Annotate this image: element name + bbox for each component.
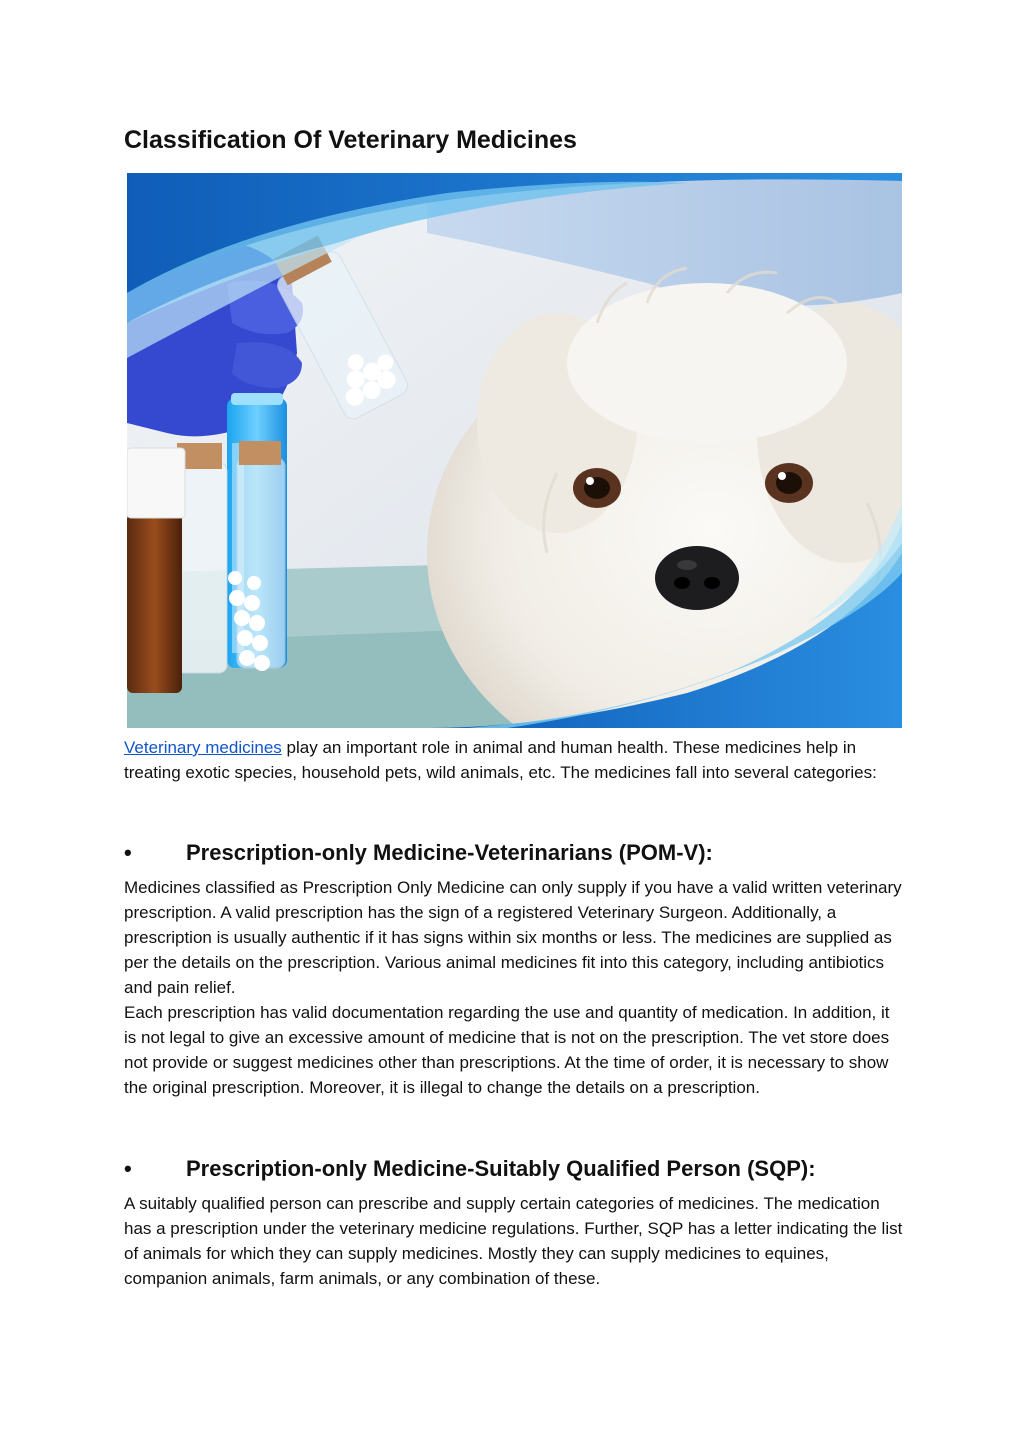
page-title: Classification Of Veterinary Medicines: [124, 126, 577, 154]
sqp-paragraph-1: A suitably qualified person can prescribe and supply certain categories of medicines. The medication has a prescription under the veterinary medicine regulations. Further, SQP has a letter indicating the list of animals for which they can supply medicines. Mostly they can supply medicines to equines, companion animals, farm animals, or any combination of these.: [124, 1194, 903, 1288]
intro-text: play an important role in animal and human health. These medicines help in treating exotic species, household pets, wild animals, etc. The medicines fall into several categories:: [124, 738, 877, 782]
section-heading-sqp: [124, 1154, 816, 1184]
pom-v-paragraph-2: Each prescription has valid documentation regarding the use and quantity of medication. In addition, it is not legal to give an excessive amount of medicine that is not on the prescription. The vet store does not provide or suggest medicines other than prescriptions. At the time of order, it is necessary to show the original prescription. Moreover, it is illegal to change the details on a prescription.: [124, 1003, 890, 1097]
bullet: •: [124, 840, 132, 865]
section-heading-text: Prescription-only Medicine-Suitably Qualified Person (SQP):: [186, 1156, 816, 1181]
pom-v-paragraph-1: Medicines classified as Prescription Only Medicine can only supply if you have a valid written veterinary prescription. A valid prescription has the sign of a registered Veterinary Surgeon. Additionally, a prescription is usually authentic if it has signs within six months or less. The medicines are supplied as per the details on the prescription. Various animal medicines fit into this category, including antibiotics and pain relief.: [124, 878, 902, 997]
intro-paragraph: [124, 735, 904, 785]
hero-image: [127, 173, 902, 728]
bullet: •: [124, 1156, 132, 1181]
section-heading-text: Prescription-only Medicine-Veterinarians (POM-V):: [186, 840, 713, 865]
section-heading-pom-v: [124, 838, 713, 868]
veterinary-medicines-link[interactable]: Veterinary medicines: [124, 738, 282, 757]
